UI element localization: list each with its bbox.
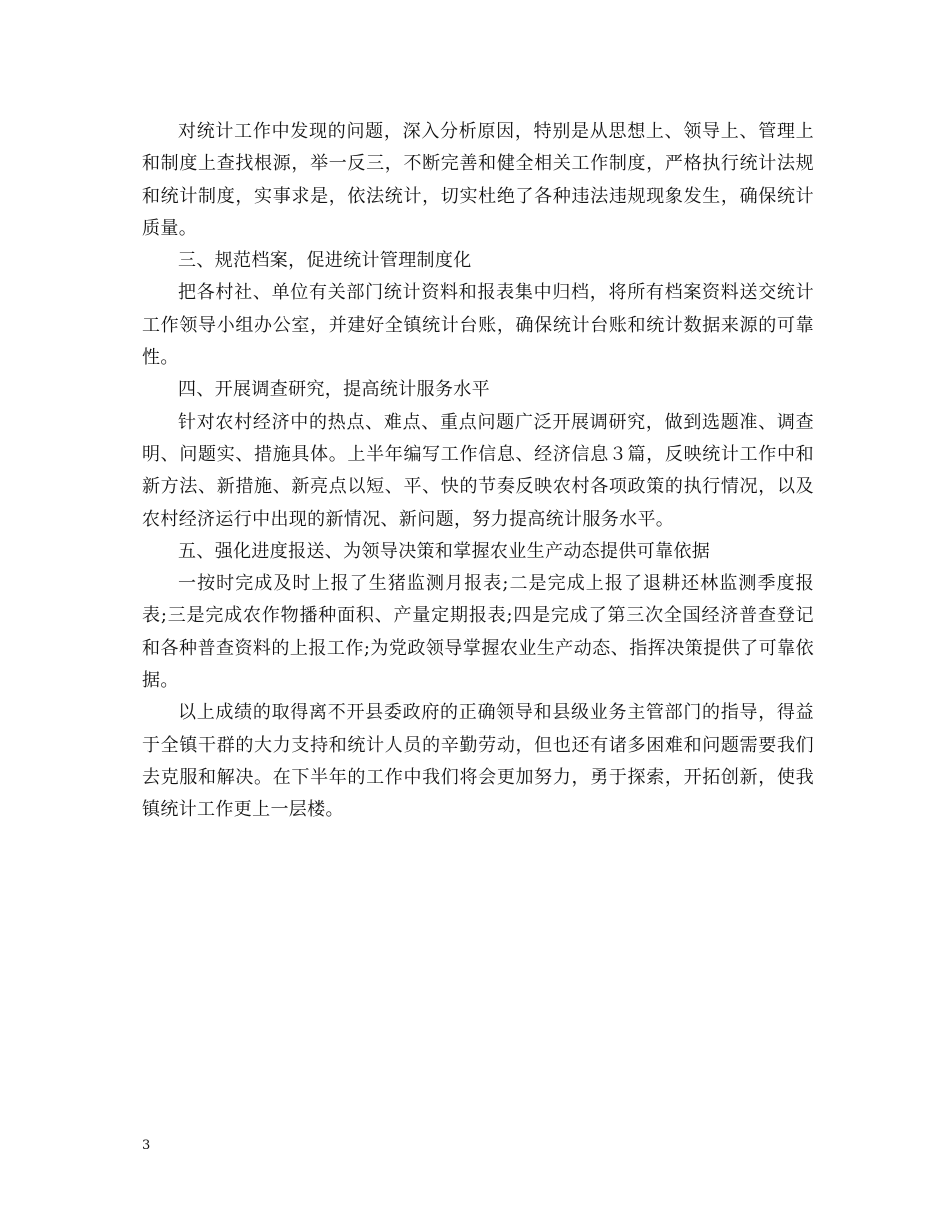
- section-heading-research: 四、开展调查研究，提高统计服务水平: [178, 379, 490, 401]
- paragraph-conclusion: 以上成绩的取得离不开县委政府的正确领导和县级业务主管部门的指导，得益于全镇干群的大力支持和统计人员的辛勤劳动，但也还有诸多困难和问题需要我们去克服和解决。在下半年的工作中我们将会更加努力，勇于探索，开拓创新，使我镇统计工作更上一层楼。: [142, 702, 814, 821]
- page-number: 3: [142, 1138, 151, 1153]
- section-heading-reporting: 五、强化进度报送、为领导决策和掌握农业生产动态提供可靠依据: [178, 540, 711, 562]
- document-body: [142, 116, 814, 827]
- paragraph-research: 针对农村经济中的热点、难点、重点问题广泛开展调研究，做到选题准、调查明、问题实、措施具体。上半年编写工作信息、经济信息３篇，反映统计工作中和新方法、新措施、新亮点以短、平、快的节奏反映农村各项政策的执行情况，以及农村经济运行中出现的新情况、新问题，努力提高统计服务水平。: [142, 411, 814, 530]
- section-heading-archives: 三、规范档案，促进统计管理制度化: [178, 250, 472, 272]
- paragraph-reporting: 一按时完成及时上报了生猪监测月报表;二是完成上报了退耕还林监测季度报表;三是完成农作物播种面积、产量定期报表;四是完成了第三次全国经济普查登记和各种普查资料的上报工作;为党政领导掌握农业生产动态、指挥决策提供了可靠依据。: [142, 573, 814, 692]
- paragraph-statistical-problems: 对统计工作中发现的问题，深入分析原因，特别是从思想上、领导上、管理上和制度上查找根源，举一反三，不断完善和健全相关工作制度，严格执行统计法规和统计制度，实事求是，依法统计，切实杜绝了各种违法违规现象发生，确保统计质量。: [142, 121, 814, 239]
- paragraph-archives: 把各村社、单位有关部门统计资料和报表集中归档，将所有档案资料送交统计工作领导小组办公室，并建好全镇统计台账，确保统计台账和统计数据来源的可靠性。: [142, 282, 814, 369]
